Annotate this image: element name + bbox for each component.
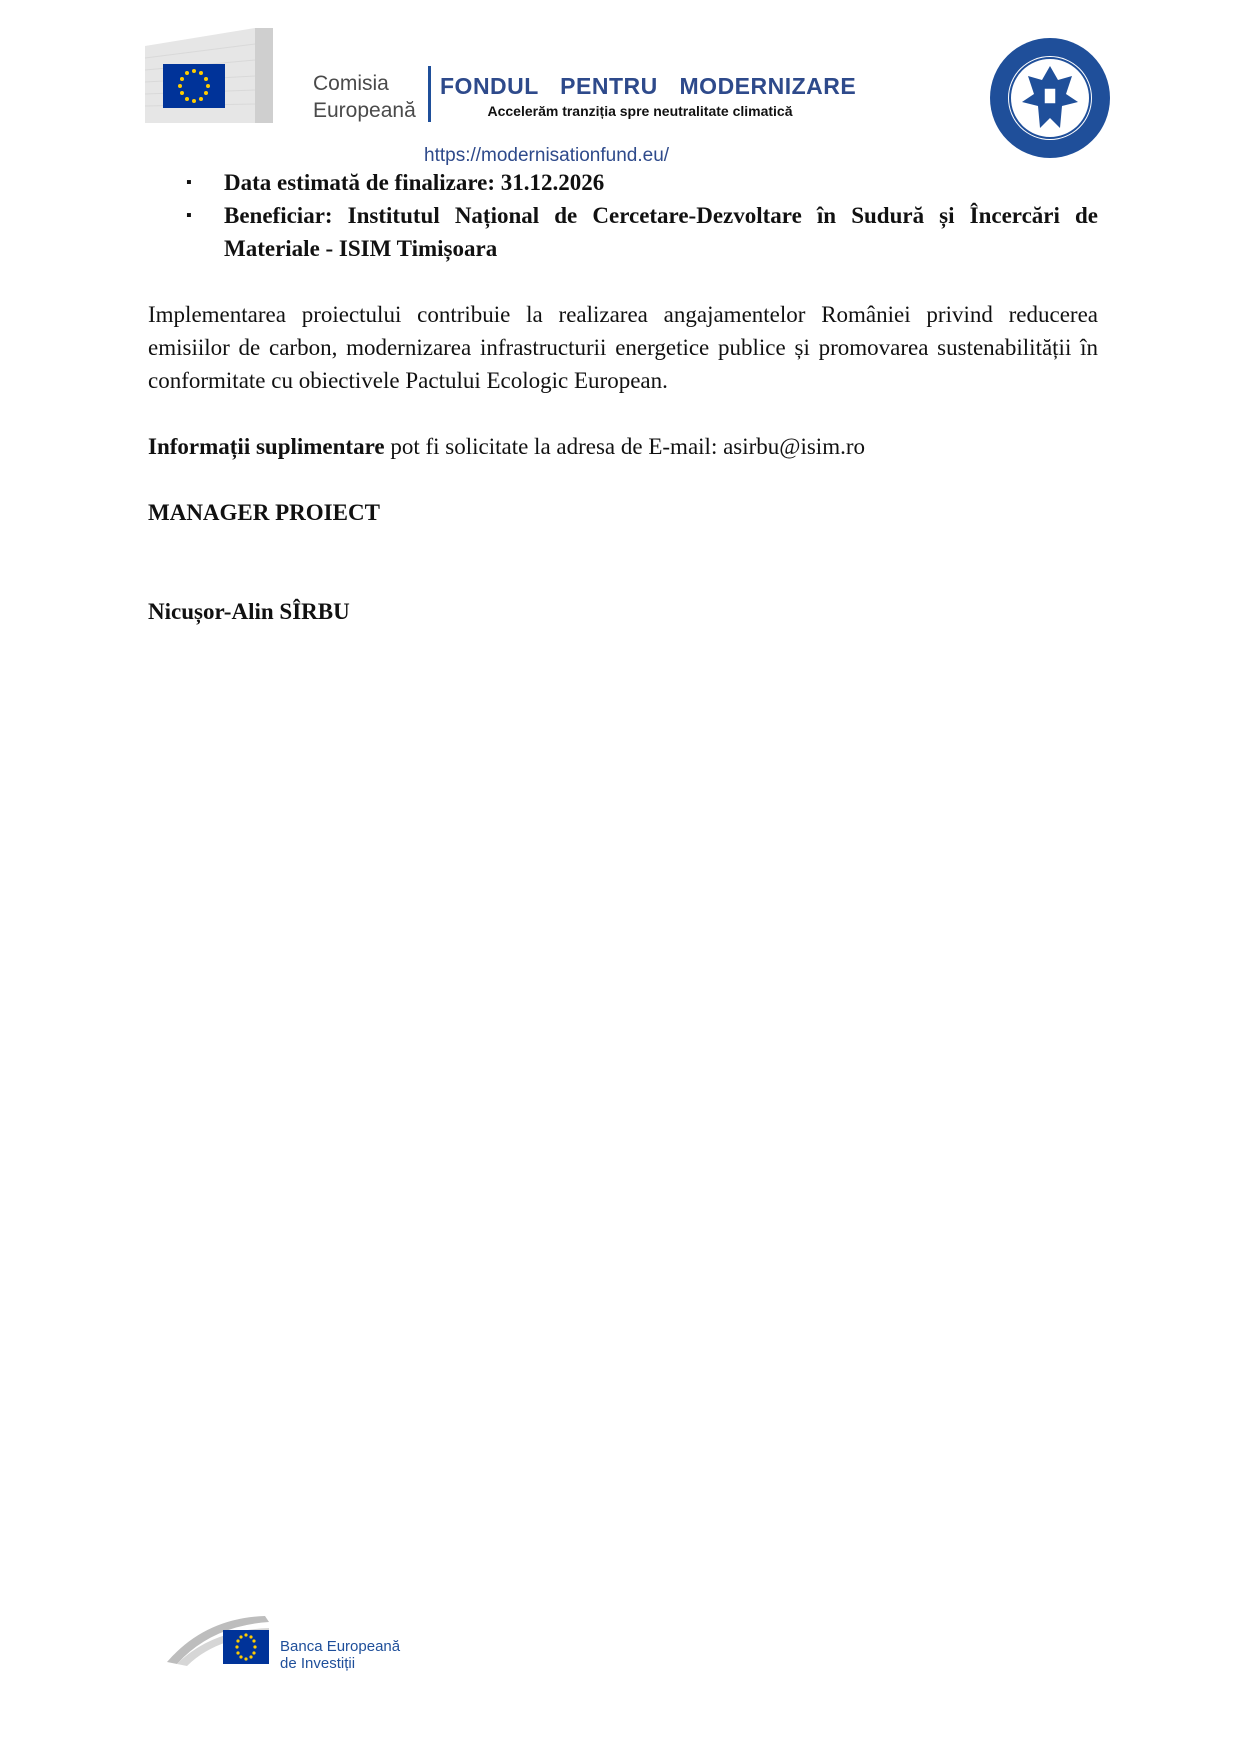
- beneficiary-text: Beneficiar: Institutul Național de Cercetare-Dezvoltare în Sudură și Încercări de Materiale - ISIM Timișoara: [224, 203, 1098, 261]
- bullet-icon: ▪: [186, 174, 192, 191]
- list-item: [148, 166, 1098, 199]
- header-divider: [428, 66, 431, 122]
- fund-url-link[interactable]: https://modernisationfund.eu/: [424, 145, 670, 166]
- manager-name: Nicușor-Alin SÎRBU: [148, 599, 350, 624]
- fund-subtitle: Accelerăm tranziția spre neutralitate climatică: [487, 103, 793, 119]
- completion-date-text: Data estimată de finalizare: 31.12.2026: [224, 170, 605, 195]
- fund-title: FONDUL PENTRU MODERNIZARE: [440, 73, 857, 99]
- romanian-government-seal-icon: [988, 36, 1112, 160]
- details-list: [148, 166, 1098, 265]
- project-paragraph: Implementarea proiectului contribuie la realizarea angajamentelor României privind reducerea emisiilor de carbon, modernizarea infrastructurii energetice publice și promovarea sustenabilității în conformitate cu obiectivele Pactului Ecologic European.: [148, 302, 1098, 393]
- european-commission-name: Comisia Europeană: [313, 72, 416, 122]
- contact-info-text: pot fi solicitate la adresa de E-mail: asirbu@isim.ro: [384, 434, 865, 459]
- contact-info: [148, 430, 1098, 463]
- list-item: [148, 199, 1098, 265]
- manager-title: MANAGER PROIECT: [148, 500, 380, 525]
- bullet-icon: ▪: [186, 207, 192, 224]
- page-header: [0, 0, 1241, 175]
- document-body: [148, 166, 1098, 628]
- eib-name: Banca Europeană de Investiții: [280, 1638, 401, 1672]
- contact-info-label: Informații suplimentare: [148, 434, 385, 459]
